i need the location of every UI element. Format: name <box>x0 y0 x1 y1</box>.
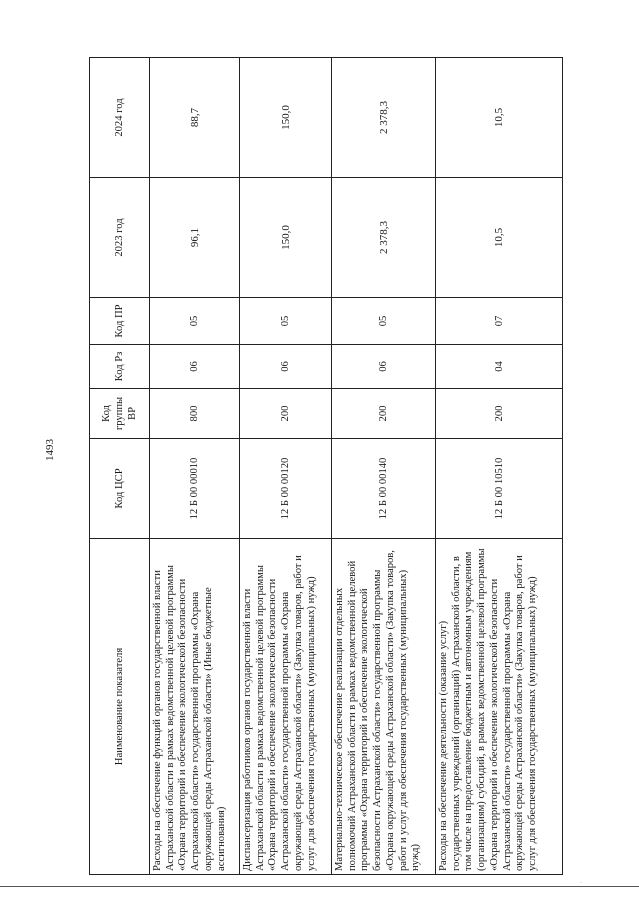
row-vr: 800 <box>150 389 240 439</box>
header-2023: 2023 год <box>90 178 150 298</box>
row-pr: 05 <box>240 298 332 345</box>
row-pr: 07 <box>436 298 563 345</box>
table-row <box>436 58 563 875</box>
row-2023: 10,5 <box>436 178 563 298</box>
row-2024: 10,5 <box>436 58 563 178</box>
bottom-mark: · <box>580 880 582 886</box>
budget-table <box>89 57 563 875</box>
row-name: Диспансеризация работников органов государственной власти Астраханской области в рамках ведомственной целевой программы «Охрана территорий и обеспечение экологической безопасности Астраханской области» государственной программы «Охрана окружающей среды Астраханской области» (Закупка товаров, работ и услуг для обеспечения государственных (муниципальных) нужд) <box>240 539 332 875</box>
table-row <box>332 58 436 875</box>
row-vr: 200 <box>436 389 563 439</box>
row-csr: 12 Б 00 00010 <box>150 439 240 539</box>
row-csr: 12 Б 00 00140 <box>332 439 436 539</box>
row-csr: 12 Б 00 10510 <box>436 439 563 539</box>
row-rz: 06 <box>150 345 240 389</box>
row-2023: 2 378,3 <box>332 178 436 298</box>
row-rz: 06 <box>332 345 436 389</box>
row-2023: 96,1 <box>150 178 240 298</box>
row-rz: 06 <box>240 345 332 389</box>
row-rz: 04 <box>436 345 563 389</box>
table-row <box>150 58 240 875</box>
table-row <box>240 58 332 875</box>
header-rz: Код Рз <box>90 345 150 389</box>
header-csr: Код ЦСР <box>90 439 150 539</box>
header-name: Наименование показателя <box>90 539 150 875</box>
row-name: Расходы на обеспечение деятельности (оказание услуг) государственных учреждений (организаций) Астраханской области, в том числе на предоставление бюджетным и автономным учреждениям (организациям) субсидий, в рамках ведомственной целевой программы «Охрана территорий и обеспечение экологической безопасности Астраханской области» государственной программы «Охрана окружающей среды Астраханской области» (Закупка товаров, работ и услуг для обеспечения государственных (муниципальных) нужд) <box>436 539 563 875</box>
row-2024: 150,0 <box>240 58 332 178</box>
row-2024: 2 378,3 <box>332 58 436 178</box>
header-2024: 2024 год <box>90 58 150 178</box>
bottom-rule <box>0 886 639 887</box>
row-2024: 88,7 <box>150 58 240 178</box>
row-name: Материально-техническое обеспечение реализации отдельных полномочий Астраханской области в рамках ведомственной целевой программы «Охрана территорий и обеспечение экологической безопасности Астраханской области» государственной программы «Охрана окружающей среды Астраханской области» (Закупка товаров, работ и услуг для обеспечения государственных (муниципальных) нужд) <box>332 539 436 875</box>
row-vr: 200 <box>240 389 332 439</box>
row-name: Расходы на обеспечение функций органов государственной власти Астраханской области в рамках ведомственной целевой программы «Охрана территорий и обеспечение экологической безопасности Астраханской области» государственной программы «Охрана окружающей среды Астраханской области» (Иные бюджетные ассигнования) <box>150 539 240 875</box>
header-vr: Код группы ВР <box>90 389 150 439</box>
table-header-row <box>90 58 150 875</box>
row-csr: 12 Б 00 00120 <box>240 439 332 539</box>
row-pr: 05 <box>150 298 240 345</box>
row-2023: 150,0 <box>240 178 332 298</box>
page-number: 1493 <box>44 439 56 461</box>
header-pr: Код ПР <box>90 298 150 345</box>
row-vr: 200 <box>332 389 436 439</box>
budget-table-rotated <box>89 58 562 875</box>
row-pr: 05 <box>332 298 436 345</box>
